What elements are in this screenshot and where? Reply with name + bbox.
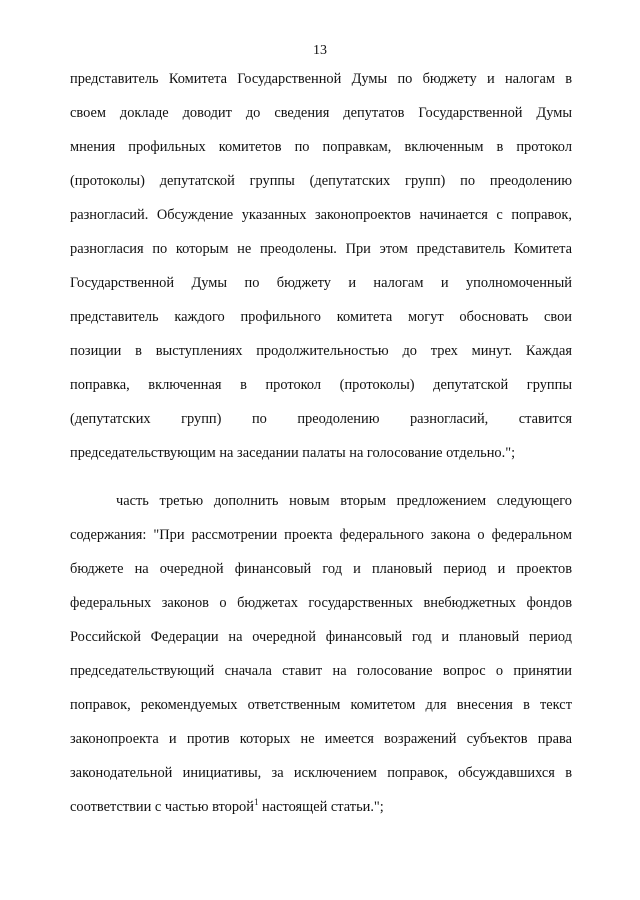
text-line: часть третью дополнить новым вторым предложением следующего xyxy=(116,493,572,509)
text-line: федеральных законов о бюджетах государственных внебюджетных фондов xyxy=(70,595,572,611)
text-line: поправка, включенная в протокол (протоколы) депутатской группы xyxy=(70,377,572,393)
text-line: Государственной Думы по бюджету и налогам и уполномоченный xyxy=(70,275,572,291)
paragraph-2 xyxy=(70,484,572,824)
text-line: бюджете на очередной финансовый год и плановый период и проектов xyxy=(70,561,572,577)
text-line: (протоколы) депутатской группы (депутатских групп) по преодолению xyxy=(70,173,572,189)
text-line: Российской Федерации на очередной финансовый год и плановый период xyxy=(70,629,572,645)
text-line: законопроекта и против которых не имеется возражений субъектов права xyxy=(70,731,572,747)
text-line: представитель Комитета Государственной Думы по бюджету и налогам в xyxy=(70,71,572,87)
text-line: (депутатских групп) по преодолению разногласий, ставится xyxy=(70,411,572,427)
text-line: поправок, рекомендуемых ответственным комитетом для внесения в текст xyxy=(70,697,572,713)
page-number: 13 xyxy=(313,43,327,58)
text-line: законодательной инициативы, за исключением поправок, обсуждавшихся в xyxy=(70,765,572,781)
text-line: председательствующим на заседании палаты на голосование отдельно."; xyxy=(70,445,516,461)
text-segment: соответствии с частью второй xyxy=(70,799,254,815)
footnote-marker: 1 xyxy=(253,797,259,807)
text-line: своем докладе доводит до сведения депутатов Государственной Думы xyxy=(70,105,572,121)
text-line: разногласия по которым не преодолены. При этом представитель Комитета xyxy=(70,241,572,257)
text-line: позиции в выступлениях продолжительностью до трех минут. Каждая xyxy=(70,343,572,359)
text-line: представитель каждого профильного комитета могут обосновать свои xyxy=(70,309,572,325)
text-line: содержания: "При рассмотрении проекта федерального закона о федеральном xyxy=(70,527,572,543)
text-line: мнения профильных комитетов по поправкам, включенным в протокол xyxy=(70,139,572,155)
text-line: разногласий. Обсуждение указанных законопроектов начинается с поправок, xyxy=(70,207,572,223)
text-segment: настоящей статьи."; xyxy=(258,799,384,815)
text-line: председательствующий сначала ставит на голосование вопрос о принятии xyxy=(70,663,572,679)
paragraph-1 xyxy=(70,62,572,470)
text-line-last xyxy=(70,790,572,824)
